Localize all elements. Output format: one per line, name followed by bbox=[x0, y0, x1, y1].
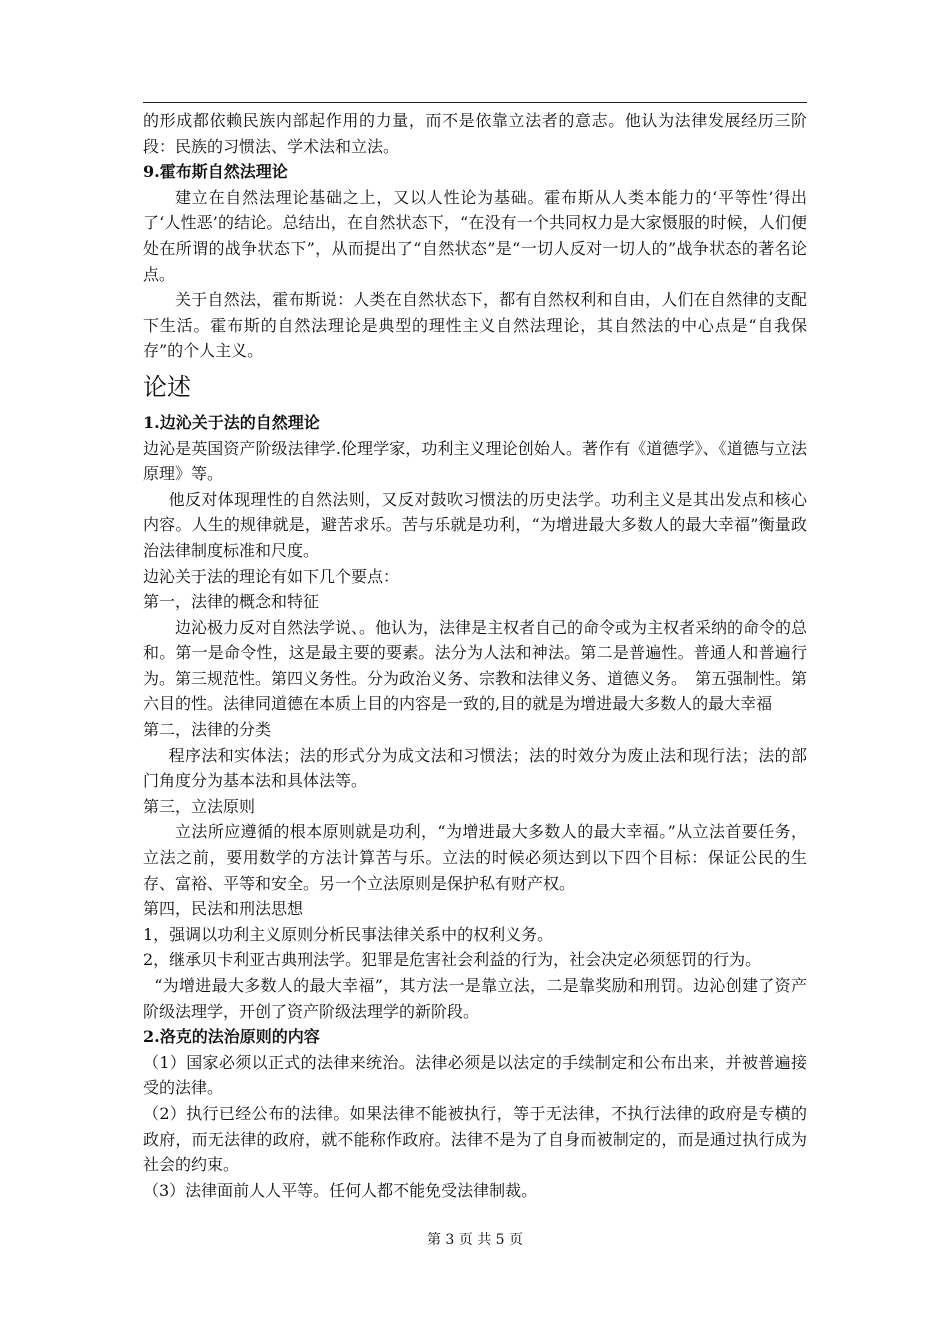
locke-heading: 2.洛克的法治原则的内容 bbox=[143, 1027, 320, 1047]
bentham-point-2-body: 程序法和实体法；法的形式分为成文法和习惯法；法的时效分为废止法和现行法；法的部门角度分为基本法和具体法等。 bbox=[143, 745, 807, 791]
locke-item-1: （1）国家必须以正式的法律来统治。法律必须是以法定的手续制定和公布出来，并被普遍接受的法律。 bbox=[143, 1052, 807, 1098]
bentham-conclusion: “为增进最大多数人的最大幸福”，其方法一是靠立法，二是靠奖励和刑罚。边沁创建了资产阶级法理学，开创了资产阶级法理学的新阶段。 bbox=[143, 976, 807, 1021]
bentham-paragraph-2: 他反对体现理性的自然法则，又反对鼓吹习惯法的历史法学。功利主义是其出发点和核心内容。人生的规律就是，避苦求乐。苦与乐就是功利，“为增进最大多数人的最大幸福”衡量政治法律制度标准和尺度。 bbox=[143, 489, 807, 560]
bentham-point-1-body: 边沁极力反对自然法学说、。他认为，法律是主权者自己的命令或为主权者采纳的命令的总和。第一是命令性，这是最主要的要素。法分为人法和神法。第二是普遍性。普通人和普遍行为。第三规范性。第四义务性。分为政治义务、宗教和法律义务、道德义务。 第五强制性。第六目的性。法律同道德在本质上目的内容是一致的,目的就是为增进最大多数人的最大幸福 bbox=[143, 617, 808, 714]
hobbes-paragraph-2: 关于自然法，霍布斯说：人类在自然状态下，都有自然权利和自由，人们在自然律的支配下生活。霍布斯的自然法理论是典型的理性主义自然法理论，其自然法的中心点是“自我保存”的个人主义。 bbox=[143, 290, 807, 361]
continuation-paragraph: 的形成都依赖民族内部起作用的力量，而不是依靠立法者的意志。他认为法律发展经历三阶段：民族的习惯法、学术法和立法。 bbox=[143, 111, 807, 156]
header-rule bbox=[143, 102, 807, 103]
hobbes-heading: 9.霍布斯自然法理论 bbox=[143, 162, 288, 182]
bentham-paragraph-1: 边沁是英国资产阶级法律学.伦理学家，功利主义理论创始人。著作有《道德学》、《道德与立法原理》等。 bbox=[143, 438, 807, 484]
page-number-footer: 第 3 页 共 5 页 bbox=[426, 1232, 524, 1248]
bentham-point-3-title: 第三，立法原则 bbox=[143, 796, 256, 816]
bentham-paragraph-3: 边沁关于法的理论有如下几个要点： bbox=[143, 566, 400, 586]
hobbes-paragraph-1: 建立在自然法理论基础之上，又以人性论为基础。霍布斯从人类本能力的‘平等性’得出了‘人性恶’的结论。总结出，在自然状态下，“在没有一个共同权力是大家慑服的时候，人们便处在所谓的战争状态下”，从而提出了“自然状态”是“一切人反对一切人的”战争状态的著名论点。 bbox=[143, 187, 807, 284]
bentham-point-4-title: 第四，民法和刑法思想 bbox=[143, 899, 304, 919]
section-title: 论述 bbox=[143, 372, 191, 401]
locke-item-2: （2）执行已经公布的法律。如果法律不能被执行，等于无法律，不执行法律的政府是专横的政府，而无法律的政府，就不能称作政府。法律不是为了自身而被制定的，而是通过执行成为社会的约束。 bbox=[143, 1103, 807, 1175]
bentham-heading: 1.边沁关于法的自然理论 bbox=[143, 412, 320, 432]
bentham-point-4-item-1: 1，强调以功利主义原则分析民事法律关系中的权利义务。 bbox=[143, 924, 554, 944]
bentham-point-1-title: 第一，法律的概念和特征 bbox=[143, 592, 320, 612]
page-content bbox=[143, 108, 807, 1203]
bentham-point-2-title: 第二，法律的分类 bbox=[143, 720, 272, 740]
bentham-point-4-item-2: 2，继承贝卡利亚古典刑法学。犯罪是危害社会利益的行为，社会决定必须惩罚的行为。 bbox=[143, 950, 762, 970]
bentham-point-3-body: 立法所应遵循的根本原则就是功利，“为增进最大多数人的最大幸福。”从立法首要任务，立法之前，要用数学的方法计算苦与乐。立法的时候必须达到以下四个目标：保证公民的生存、富裕、平等和安全。另一个立法原则是保护私有财产权。 bbox=[143, 822, 807, 893]
locke-item-3: （3）法律面前人人平等。任何人都不能免受法律制裁。 bbox=[143, 1180, 538, 1200]
